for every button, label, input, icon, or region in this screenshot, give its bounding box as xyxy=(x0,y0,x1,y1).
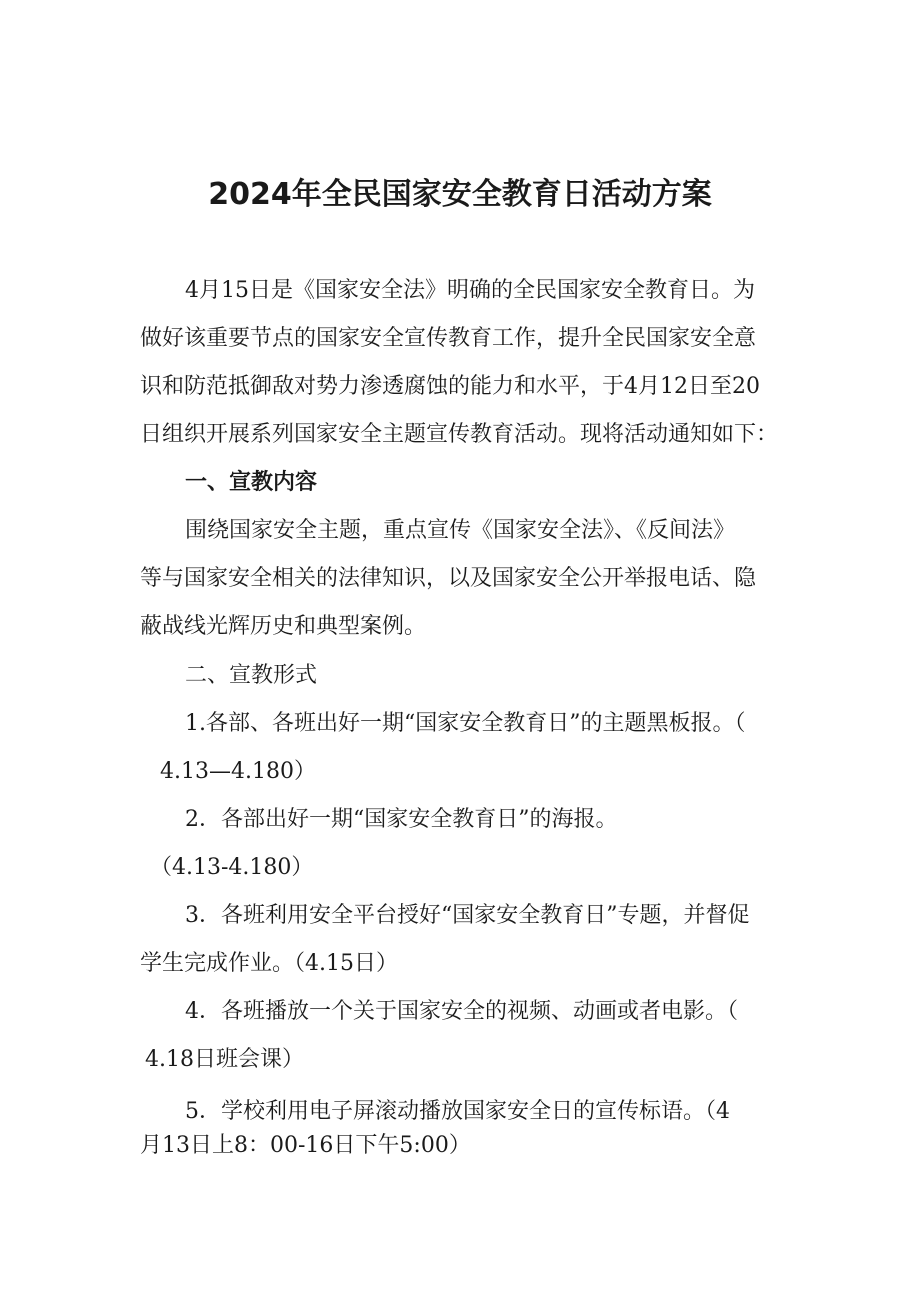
intro-line-2: 做好该重要节点的国家安全宣传教育工作，提升全民国家安全意 xyxy=(140,326,757,351)
item-4-line-2: 4.18日班会课） xyxy=(145,1047,304,1072)
item-1-line-1: 1.各部、各班出好一期“国家安全教育日”的主题黑板报。（ xyxy=(185,711,746,736)
item-3-line-2: 学生完成作业。（4.15日） xyxy=(140,951,398,976)
item-1-line-2: 4.13—4.180） xyxy=(160,759,316,784)
item-5-line-2: 月13日上8：00-16日下午5:00） xyxy=(140,1133,471,1158)
intro-line-4: 日组织开展系列国家安全主题宣传教育活动。现将活动通知如下： xyxy=(140,422,779,447)
section1-line-3: 蔽战线光辉历史和典型案例。 xyxy=(140,614,427,639)
intro-line-3: 识和防范抵御敌对势力渗透腐蚀的能力和水平，于4月12日至20 xyxy=(140,374,760,399)
item-3-line-1: 3．各班利用安全平台授好“国家安全教育日”专题，并督促 xyxy=(185,903,750,928)
document-title: 2024年全民国家安全教育日活动方案 xyxy=(208,177,712,212)
item-2-line-2: （4.13-4.180） xyxy=(150,855,314,880)
section1-heading: 一、宣教内容 xyxy=(185,470,318,495)
item-5-line-1: 5．学校利用电子屏滚动播放国家安全日的宣传标语。（4 xyxy=(185,1099,730,1124)
item-4-line-1: 4．各班播放一个关于国家安全的视频、动画或者电影。（ xyxy=(185,999,738,1024)
section1-line-1: 围绕国家安全主题，重点宣传《国家安全法》、《反间法》 xyxy=(185,518,736,543)
intro-line-1: 4月15日是《国家安全法》明确的全民国家安全教育日。为 xyxy=(185,278,755,303)
item-2-line-1: 2．各部出好一期“国家安全教育日”的海报。 xyxy=(185,807,618,832)
section2-heading: 二、宣教形式 xyxy=(185,663,318,688)
section1-line-2: 等与国家安全相关的法律知识，以及国家安全公开举报电话、隐 xyxy=(140,566,757,591)
